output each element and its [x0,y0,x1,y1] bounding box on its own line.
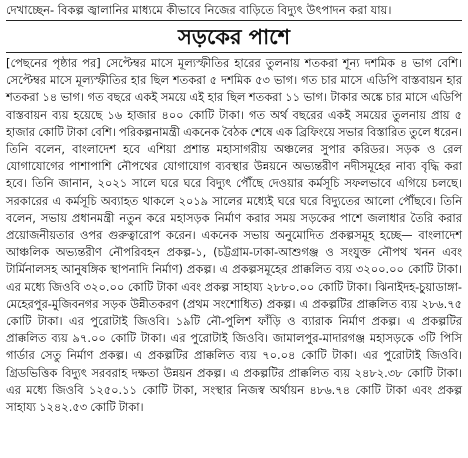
previous-article-last-line: দেখাচ্ছেন- বিকল্প জ্বালানির মাধ্যমে কীভাবে নিজের বাড়িতে বিদ্যুৎ উৎপাদন করা যায়। [6,3,392,17]
article-headline: সড়কের পাশে [177,25,291,49]
top-divider [6,20,462,21]
article-body-text: সেপ্টেম্বর মাসে মূল্যস্ফীতির হারের তুলনায় শতকরা শূন্য দশমিক ৪ ভাগ বেশি। সেপ্টেম্বর মাসে মূল্যস্ফীতির হার ছিল শতকরা ৫ দশমিক ৫৩ ভাগ। গত চার মাসে এডিপি বাস্তবায়ন হার শতকরা ১৪ ভাগ। গত বছরে একই সময়ে এই হার ছিল শতকরা ১১ ভাগ। টাকার অঙ্কে চার মাসে এডিপি বাস্তবায়ন ব্যয় হয়েছে ১৬ হাজার ৪০০ কোটি টাকা। গত অর্থ বছরের একই সময়ের তুলনায় প্রায় ৫ হাজার কোটি টাকা বেশি। পরিকল্পনামন্ত্রী একনেক বৈঠক শেষে এক ব্রিফিংয়ে সভার বিস্তারিত তুলে ধরেন। তিনি বলেন, বাংলাদেশ হবে এশিয়া প্রশান্ত মহাসাগরীয় অঞ্চলের সুপার করিডর। সড়ক ও রেল যোগাযোগের পাশাপাশি নৌপথের যোগাযোগ ব্যবস্থার উন্নয়নে অভ্যন্তরীণ নদীসমূহের নাব্য বৃদ্ধি করা হবে। তিনি জানান, ২০২১ সালে ঘরে ঘরে বিদ্যুৎ পৌঁছে দেওয়ার কর্মসূচি সফলভাবে এগিয়ে চলছে। সরকারের এ কর্মসূচি অব্যাহত থাকলে ২০১৯ সালের মধ্যেই ঘরে ঘরে বিদ্যুতের আলো পৌঁছবে। তিনি বলেন, সভায় প্রধানমন্ত্রী নতুন করে মহাসড়ক নির্মাণ করার সময় সড়কের পাশে জলাধার তৈরি করার প্রয়োজনীয়তার ওপর গুরুত্বারোপ করেন। একনেক সভায় অনুমোদিত প্রকল্পসমূহ হচ্ছে— বাংলাদেশ আঞ্চলিক অভ্যন্তরীণ নৌপরিবহন প্রকল্প-১, (চট্টগ্রাম-ঢাকা-আশুগঞ্জ ও সংযুক্ত নৌপথ খনন এবং টার্মিনালসহ আনুষঙ্গিক স্থাপনাদি নির্মাণ) প্রকল্প। এ প্রকল্পসমূহের প্রাক্কলিত ব্যয় ৩২০০.০০ কোটি টাকা। এর মধ্যে জিওবি ৩২০.০০ কোটি টাকা এবং প্রকল্প সাহায্য ২৮৮০.০০ কোটি টাকা। ঝিনাইদহ-চুয়াডাঙ্গা-মেহেরপুর-মুজিবনগর সড়ক উন্নীতকরণ (প্রথম সংশোধিত) প্রকল্প। এ প্রকল্পটির প্রাক্কলিত ব্যয় ২৮৬.৭৫ কোটি টাকা। এর পুরোটাই জিওবি। ১৯টি নৌ-পুলিশ ফাঁড়ি ও ব্যারাক নির্মাণ প্রকল্প। এ প্রকল্পটির প্রাক্কলিত ব্যয় ৯৭.০০ কোটি টাকা। এর পুরোটাই জিওবি। জামালপুর-মাদারগঞ্জ মহাসড়কে ৩টি পিসি গার্ডার সেতু নির্মাণ প্রকল্প। এ প্রকল্পটির প্রাক্কলিত ব্যয় ৭০.০৪ কোটি টাকা। এর পুরোটাই জিওবি। গ্রিডভিত্তিক বিদ্যুৎ সরবরাহ দক্ষতা উন্নয়ন প্রকল্প। এ প্রকল্পটির প্রাক্কলিত ব্যয় ২৪৮২.৩৮ কোটি টাকা। এর মধ্যে জিওবি ১২৫০.১১ কোটি টাকা, সংস্থার নিজস্ব অর্থায়ন ৪৮৬.৭৪ কোটি টাকা এবং প্রকল্প সাহায্য ১২৪২.৫৩ কোটি টাকা। [6,56,462,415]
continuation-kicker: [পেছনের পৃষ্ঠার পর] [6,56,101,70]
newspaper-clipping [0,2,468,458]
headline-divider [6,52,462,53]
article-body [6,55,462,416]
